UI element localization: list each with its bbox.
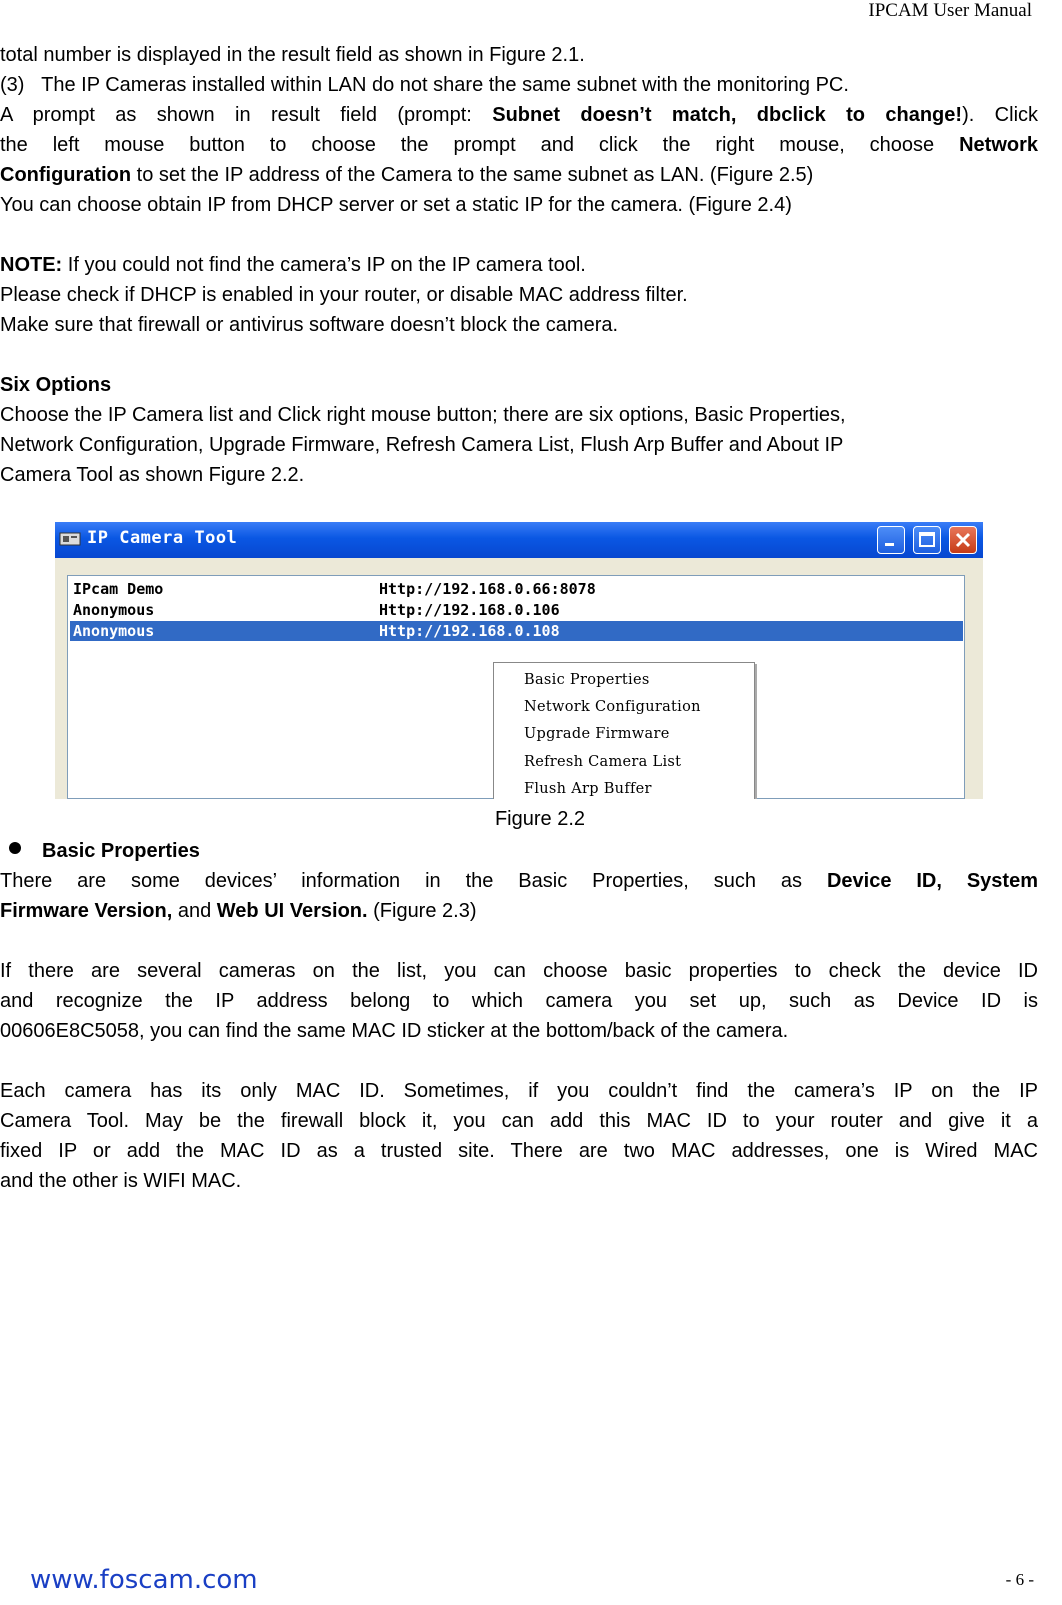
- page-number: - 6 -: [1005, 1570, 1034, 1589]
- paragraph-line: If there are several cameras on the list, you can choose basic properties to check the device ID: [0, 960, 1038, 982]
- paragraph-line: Network Configuration, Upgrade Firmware, Refresh Camera List, Flush Arp Buffer and About IP: [0, 434, 844, 456]
- camera-name: Anonymous: [73, 622, 155, 640]
- paragraph-line: Camera Tool. May be the firewall block it, you can add this MAC ID to your router and give it a: [0, 1110, 1038, 1132]
- paragraph-line: 00606E8C5058, you can find the same MAC ID sticker at the bottom/back of the camera.: [0, 1020, 789, 1042]
- camera-name: IPcam Demo: [73, 580, 164, 598]
- window-body: [55, 558, 983, 799]
- camera-name: Anonymous: [73, 601, 155, 619]
- body-text: [0, 40, 1038, 490]
- paragraph-line: Camera Tool as shown Figure 2.2.: [0, 464, 305, 486]
- section-heading: Six Options: [0, 374, 112, 396]
- window-title: IP Camera Tool: [87, 528, 238, 548]
- minimize-button[interactable]: [877, 526, 905, 554]
- paragraph-line: There are some devices’ information in the Basic Properties, such as Device ID, System: [0, 870, 1038, 892]
- paragraph-line: Firmware Version, and Web UI Version. (Figure 2.3): [0, 900, 477, 922]
- paragraph-line: and the other is WIFI MAC.: [0, 1170, 242, 1192]
- paragraph-line: You can choose obtain IP from DHCP server or set a static IP for the camera. (Figure 2.4): [0, 194, 792, 216]
- basic-properties-section: [0, 836, 1038, 1196]
- window-titlebar: [55, 522, 983, 558]
- figure-caption: Figure 2.2: [494, 808, 586, 830]
- paragraph-line: the left mouse button to choose the prompt and click the right mouse, choose Network: [0, 134, 1038, 156]
- camera-url: Http://192.168.0.106: [379, 601, 560, 619]
- app-icon: [59, 529, 81, 549]
- paragraph-line: fixed IP or add the MAC ID as a trusted site. There are two MAC addresses, one is Wired MAC: [0, 1140, 1038, 1162]
- camera-url: Http://192.168.0.66:8078: [379, 580, 596, 598]
- menu-item-network-configuration[interactable]: Network Configuration: [524, 699, 701, 715]
- paragraph-line: A prompt as shown in result field (prompt: Subnet doesn’t match, dbclick to change!). Click: [0, 104, 1039, 126]
- context-menu: [493, 662, 755, 799]
- menu-item-upgrade-firmware[interactable]: Upgrade Firmware: [524, 726, 670, 742]
- camera-row-selected[interactable]: [70, 621, 963, 641]
- running-header: IPCAM User Manual: [868, 0, 1032, 21]
- minimize-icon: [878, 527, 904, 553]
- paragraph-line: Choose the IP Camera list and Click right mouse button; there are six options, Basic Properties,: [0, 404, 846, 426]
- paragraph-line: and recognize the IP address belong to which camera you set up, such as Device ID is: [0, 990, 1038, 1012]
- maximize-button[interactable]: [913, 526, 941, 554]
- website-link[interactable]: www.foscam.com: [30, 1565, 258, 1595]
- paragraph-line: Each camera has its only MAC ID. Sometimes, if you couldn’t find the camera’s IP on the IP: [0, 1080, 1038, 1102]
- section-heading: Basic Properties: [42, 840, 200, 862]
- note-line: Please check if DHCP is enabled in your router, or disable MAC address filter.: [0, 284, 688, 306]
- camera-url: Http://192.168.0.108: [379, 622, 560, 640]
- ip-camera-tool-screenshot: [55, 522, 983, 799]
- paragraph-line: (3) The IP Cameras installed within LAN do not share the same subnet with the monitoring PC.: [0, 74, 849, 96]
- camera-row[interactable]: [70, 600, 963, 620]
- camera-row[interactable]: [70, 579, 963, 599]
- maximize-icon: [914, 527, 940, 553]
- close-button[interactable]: [949, 526, 977, 554]
- menu-item-flush-arp-buffer[interactable]: Flush Arp Buffer: [524, 781, 652, 797]
- note-line: NOTE: If you could not find the camera’s IP on the IP camera tool.: [0, 254, 586, 276]
- close-icon: [950, 527, 976, 553]
- paragraph-line: Configuration to set the IP address of the Camera to the same subnet as LAN. (Figure 2.5): [0, 164, 814, 186]
- paragraph-line: total number is displayed in the result field as shown in Figure 2.1.: [0, 44, 585, 66]
- menu-item-refresh-camera-list[interactable]: Refresh Camera List: [524, 754, 682, 770]
- note-line: Make sure that firewall or antivirus software doesn’t block the camera.: [0, 314, 619, 336]
- menu-item-basic-properties[interactable]: Basic Properties: [524, 672, 650, 688]
